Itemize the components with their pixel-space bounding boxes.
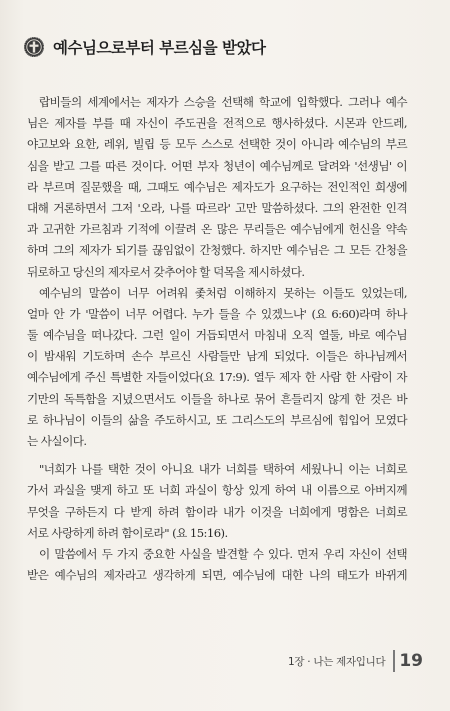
text-line: 는 사실이다. <box>27 434 87 448</box>
cross-emblem-icon <box>23 36 45 58</box>
text-line: 이 말씀에서 두 가지 중요한 사실을 발견할 수 있다. 먼저 우리 자신이 선택 <box>39 546 407 561</box>
text-line: 예수님에게 주신 특별한 자들이었다(요 17:9). 열두 제자 한 사람 한 사람이 자 <box>27 370 407 385</box>
text-line: 라 부르며 질문했을 때, 그때도 예수님은 제자도가 요구하는 전인적인 희생에 <box>27 179 407 194</box>
chapter-running-title: 1장 · 나는 제자입니다 <box>288 655 386 668</box>
page-number: 19 <box>399 651 423 671</box>
text-line: 로 하나님이 이들의 삶을 주도하시고, 또 그리스도의 부르심에 힘입어 모였다 <box>27 412 407 427</box>
text-line: "너희가 나를 택한 것이 아니요 내가 너희를 택하여 세웠나니 이는 너희로 <box>39 462 407 477</box>
paragraph-gap <box>27 452 407 459</box>
text-line: 뒤로하고 당신의 제자로서 갖추어야 할 덕목을 제시하셨다. <box>27 264 305 279</box>
text-line: 서로 사랑하게 하려 함이로라" (요 15:16). <box>27 525 228 540</box>
text-line: 기만의 독특함을 지녔으면서도 이들을 하나로 묶어 흔들리지 않게 한 것은 바 <box>27 391 407 406</box>
section-heading <box>23 36 265 58</box>
text-line: 대해 거론하면서 그저 '오라, 나를 따르라' 고만 말씀하셨다. 그의 완전한 인격 <box>27 200 407 215</box>
section-title: 예수님으로부터 부르심을 받았다 <box>53 39 266 57</box>
footer-divider <box>393 650 395 672</box>
text-line: 랍비들의 세계에서는 제자가 스승을 선택해 학교에 입학했다. 그러나 예수 <box>39 95 407 109</box>
text-line: 과 고귀한 가르침과 기적에 이끌려 온 많은 무리들은 예수님에게 헌신을 약속 <box>27 222 407 237</box>
text-line: 하며 그의 제자가 되기를 끊임없이 간청했다. 하지만 예수님은 그 모든 간청을 <box>27 243 407 258</box>
text-line: 가서 과실을 맺게 하고 또 너희 과실이 항상 있게 하여 내 이름으로 아버지께 <box>27 483 407 498</box>
page-footer <box>288 650 423 672</box>
text-line: 님은 제자를 부를 때 자신이 주도권을 전적으로 행사하셨다. 시몬과 안드레, <box>27 116 407 131</box>
text-line: 야고보와 요한, 레위, 빌립 등 모두 스스로 선택한 것이 아니라 예수님의 부르 <box>27 137 407 152</box>
text-line: 받은 예수님의 제자라고 생각하게 되면, 예수님에 대한 나의 태도가 바뀌게 <box>27 568 407 583</box>
text-line: 얼마 안 가 '말씀이 너무 어렵다. 누가 들을 수 있겠느냐' (요 6:60)라며 하나 <box>27 306 407 321</box>
text-line: 무엇을 구하든지 다 받게 하려 함이라 내가 이것을 너희에게 명함은 너희로 <box>27 504 407 519</box>
text-line: 둘 예수님을 떠나갔다. 그런 일이 거듭되면서 마침내 오직 열둘, 바로 예수님 <box>27 328 407 343</box>
text-line: 심을 받고 그를 따른 것이다. 어떤 부자 청년이 예수님께로 달려와 '선생님' 이 <box>27 158 407 173</box>
text-line: 이 밤새워 기도하며 손수 부르신 사람들만 남게 되었다. 이들은 하나님께서 <box>27 349 407 364</box>
body-text <box>27 92 407 586</box>
text-line: 예수님의 말씀이 너무 어려워 좇처럼 이해하지 못하는 이들도 있었는데, <box>39 285 407 300</box>
